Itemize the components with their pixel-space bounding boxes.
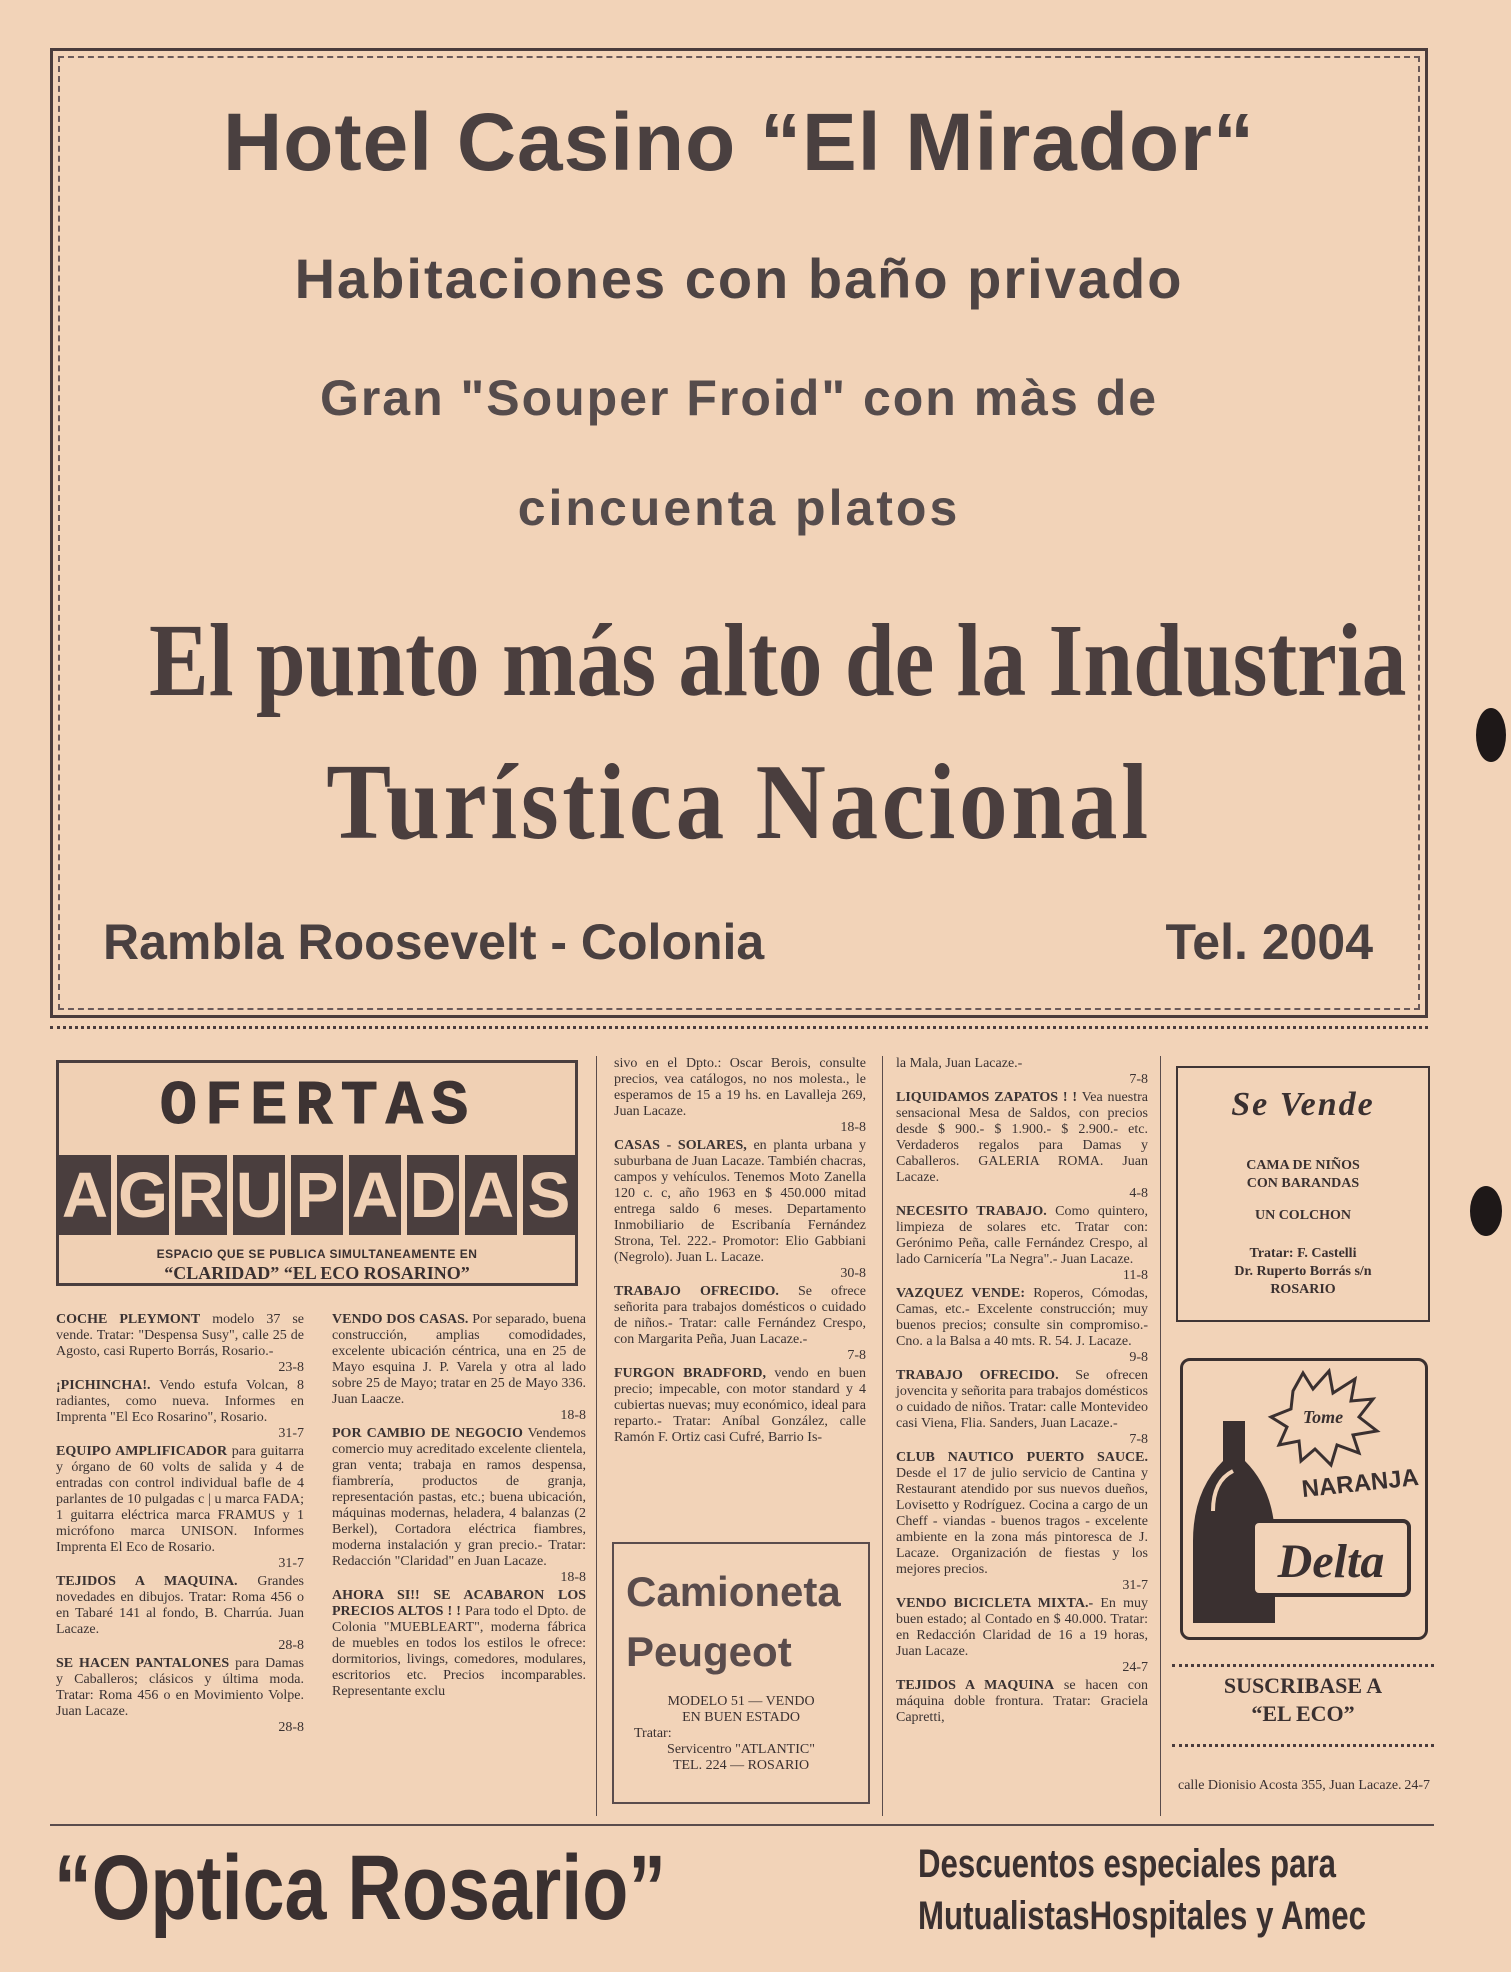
- optica-desc-line2: MutualistasHospitales y Amec: [918, 1894, 1366, 1938]
- classified-ad-ref: 18-8: [560, 1570, 586, 1585]
- classified-ad-text: en planta urbana y suburbana de Juan Lacaze. También chacras, campos y vehículos. Tenemos Moto Zanella 120 c. c, año 1963 en $ 450.000 mitad entrega saldo 6 meses. Departamento Inmobiliario de Escribanía Fernández Strona, Tel. 222.- Promotor: Elio Gabbiani (Negrolo). Juan L. Lacaze.: [614, 1138, 866, 1265]
- hotel-slogan-line1: El punto más alto de la Industria: [149, 603, 1407, 718]
- binding-hole: [1476, 708, 1506, 762]
- classified-ad-heading: VENDO DOS CASAS.: [332, 1312, 469, 1327]
- classified-ad-heading: EQUIPO AMPLIFICADOR: [56, 1444, 228, 1459]
- naranja-delta-ad: [1180, 1358, 1428, 1640]
- classified-ad-text: Vea nuestra sensacional Mesa de Saldos, con precios desde $ 900.- $ 1.900.- $ 2.900.- etc. Verdaderos regalos para Damas y Caballeros. GALERIA ROMA. Juan Lacaze.: [896, 1090, 1148, 1185]
- hotel-title: Hotel Casino “El Mirador“: [223, 97, 1255, 188]
- camioneta-peugeot-ad: [612, 1542, 870, 1804]
- classified-ad-ref: 31-7: [278, 1556, 304, 1571]
- suscribase-address-text: calle Dionisio Acosta 355, Juan Lacaze.: [1178, 1778, 1402, 1793]
- classified-ad: [332, 1426, 586, 1586]
- classified-ad: [332, 1312, 586, 1424]
- classified-ad-text: Se ofrecen jovencita y señorita para trabajos domésticos o cuidado de niños. Tratar: calle Montevideo casi Viena, Flia. Sanders, Juan Lacaze.-: [896, 1368, 1148, 1431]
- ofertas-newspapers: “CLARIDAD” “EL ECO ROSARINO”: [164, 1263, 470, 1283]
- classified-ad-heading: VENDO BICICLETA MIXTA.-: [896, 1596, 1094, 1611]
- classified-ad-text: En muy buen estado; al Contado en $ 40.000. Tratar: en Redacción Claridad de 16 a 19 horas, Juan Lacaze.: [896, 1596, 1148, 1659]
- classified-ad-text: la Mala, Juan Lacaze.-: [896, 1056, 1023, 1071]
- agrupadas-letter: P: [291, 1155, 343, 1235]
- column-rule: [1160, 1056, 1161, 1816]
- classified-ad: [896, 1596, 1148, 1676]
- classified-ad: [614, 1138, 866, 1282]
- se-vende-ad: [1176, 1066, 1430, 1322]
- se-vende-address: Dr. Ruperto Borrás s/n: [1234, 1264, 1372, 1279]
- classified-ad-heading: VAZQUEZ VENDE:: [896, 1286, 1026, 1301]
- se-vende-item1: CAMA DE NIÑOS: [1246, 1158, 1360, 1173]
- binding-hole: [1470, 1186, 1502, 1236]
- suscribase-line1: SUSCRIBASE A: [1223, 1673, 1383, 1698]
- classified-ad-text: Desde el 17 de julio servicio de Cantina y Restaurant atendido por sus nuevos dueños, Lovisetto y Rodríguez. Cocina a cargo de un Cheff - viandas - buenos tragos - excelente ambiente en la zona más pintoresca de J. Lacaze. Organización de fiestas y los mejores precios.: [896, 1466, 1148, 1577]
- classified-ad-text: Por separado, buena construcción, amplias comodidades, excelente ubicación céntrica, una en 25 de Mayo esquina J. P. Varela y otra al lado sobre 25 de Mayo; tratar en 25 de Mayo 336. Juan Laacze.: [332, 1312, 586, 1407]
- classified-ad: [896, 1678, 1148, 1726]
- se-vende-item2: CON BARANDAS: [1246, 1176, 1360, 1191]
- peugeot-title: Peugeot: [626, 1628, 792, 1675]
- classified-ad: [614, 1366, 866, 1446]
- classified-ad-text: se hacen con máquina doble frontura. Tratar: Graciela Capretti,: [896, 1678, 1148, 1725]
- classified-ad: [614, 1284, 866, 1364]
- classified-ad: [896, 1368, 1148, 1448]
- classified-ad-ref: 9-8: [1129, 1350, 1148, 1365]
- classified-ad-ref: 31-7: [278, 1426, 304, 1441]
- classified-ad-text: sivo en el Dpto.: Oscar Berois, consulte precios, vea catálogos, no nos molesta., le esperamos de 15 a 19 hs. en Lavalleja 269, Juan Lacaze.: [614, 1056, 866, 1119]
- classified-ad-heading: TRABAJO OFRECIDO.: [614, 1284, 779, 1299]
- classified-ad-text: Vendo estufa Volcan, 8 radiantes, como nueva. Informes en Imprenta "El Eco Rosarino", Rosario.: [56, 1378, 304, 1425]
- section-divider: [1172, 1744, 1434, 1747]
- suscribase-ad: [1172, 1672, 1434, 1770]
- hotel-souper-line: Gran "Souper Froid" con màs de: [319, 370, 1159, 426]
- classified-ad-ref: 7-8: [847, 1348, 866, 1363]
- column-rule: [882, 1056, 883, 1816]
- hotel-rooms-line: Habitaciones con baño privado: [294, 247, 1184, 310]
- column-rule: [596, 1056, 597, 1816]
- classified-ad-text: Como quintero, limpieza de solares etc. Tratar con: Gerónimo Peña, calle Fernández Crespo, al lado Carnicería "La Negra".- Juan Lacaze.: [896, 1204, 1148, 1267]
- camioneta-contact: Servicentro "ATLANTIC": [667, 1742, 815, 1757]
- suscribase-ref: 24-7: [1404, 1778, 1430, 1793]
- classified-ad-heading: CLUB NAUTICO PUERTO SAUCE.: [896, 1450, 1148, 1465]
- classified-ad: [332, 1588, 586, 1700]
- se-vende-contact: Tratar: F. Castelli: [1249, 1246, 1357, 1261]
- classified-ad-heading: FURGON BRADFORD,: [614, 1366, 766, 1381]
- classified-ad-heading: TEJIDOS A MAQUINA.: [56, 1574, 238, 1589]
- classified-ad: [56, 1656, 304, 1736]
- classified-column-4: [896, 1056, 1148, 1728]
- classified-ad-ref: 18-8: [840, 1120, 866, 1135]
- classified-ad-ref: 23-8: [278, 1360, 304, 1375]
- classified-ad: [56, 1378, 304, 1442]
- classified-ad-ref: 11-8: [1122, 1268, 1148, 1283]
- classified-ad-text: para Damas y Caballeros; clásicos y última moda. Tratar: Roma 456 o en Movimiento Volpe. Juan Lacaze.: [56, 1656, 304, 1719]
- classified-ad: [56, 1312, 304, 1376]
- camioneta-tratar: Tratar:: [634, 1726, 672, 1741]
- delta-flavor-text: NARANJA: [1300, 1463, 1420, 1504]
- classified-column-1: [56, 1312, 304, 1738]
- delta-brand-text: Delta: [1277, 1535, 1385, 1588]
- hotel-casino-ad: [50, 48, 1428, 1018]
- classified-ad-heading: POR CAMBIO DE NEGOCIO: [332, 1426, 523, 1441]
- classified-ad: [614, 1056, 866, 1136]
- optica-rosario-description: [918, 1838, 1366, 1942]
- classified-ad: [56, 1574, 304, 1654]
- classified-ad-text: Roperos, Cómodas, Camas, etc.- Excelente construcción; muy buenos precios; consulte sin compromiso.- Cno. a la Balsa a 40 mts. R. 54. J. Lacaze.: [896, 1286, 1148, 1349]
- camioneta-condition: EN BUEN ESTADO: [682, 1710, 800, 1725]
- hotel-phone: Tel. 2004: [1165, 914, 1373, 970]
- agrupadas-letter: G: [117, 1155, 169, 1235]
- suscribase-address: [1178, 1778, 1430, 1794]
- classified-ad-heading: CASAS - SOLARES,: [614, 1138, 747, 1153]
- classified-ad-ref: 7-8: [1129, 1072, 1148, 1087]
- classified-ad-text: modelo 37 se vende. Tratar: "Despensa Susy", calle 25 de Agosto, casi Ruperto Borrás, Rosario.-: [56, 1312, 305, 1359]
- classified-column-2: [332, 1312, 586, 1702]
- camioneta-model: MODELO 51 — VENDO: [667, 1694, 815, 1709]
- classified-ad-heading: COCHE PLEYMONT: [56, 1312, 201, 1327]
- classified-ad-heading: LIQUIDAMOS ZAPATOS ! !: [896, 1090, 1078, 1105]
- classified-ad-heading: TRABAJO OFRECIDO.: [896, 1368, 1059, 1383]
- se-vende-item3: UN COLCHON: [1254, 1208, 1352, 1223]
- optica-rosario-name: “Optica Rosario”: [54, 1837, 667, 1939]
- classified-ad-ref: 28-8: [278, 1638, 304, 1653]
- classified-ad-heading: AHORA SI!! SE ACABARON LOS PRECIOS ALTOS ! !: [332, 1588, 586, 1619]
- classified-ad-text: Se ofrece señorita para trabajos domésticos o cuidado de niños.- Tratar: calle Fernández Crespo, con Margarita Peña, Juan Lacaze.-: [614, 1284, 866, 1347]
- classified-ad-ref: 18-8: [560, 1408, 586, 1423]
- classified-ad-text: para guitarra y órgano de 60 volts de salida y 4 de entradas con control individual bafle de 4 parlantes de 10 pulgadas c | u marca FADA; 1 guitarra eléctrica marca FRAMUS y 1 micrófono marca UNISON. Informes Imprenta El Eco de Rosario.: [56, 1444, 304, 1555]
- classified-ad: [896, 1204, 1148, 1284]
- classified-ad-text: Grandes novedades en dibujos. Tratar: Roma 456 o en Tabaré 141 al fondo, B. Charrúa. Juan Lacaze.: [56, 1574, 305, 1637]
- hotel-platos-line: cincuenta platos: [517, 480, 961, 536]
- suscribase-line2: “EL ECO”: [1251, 1701, 1355, 1726]
- classified-ad: [56, 1444, 304, 1572]
- agrupadas-letter: D: [407, 1155, 459, 1235]
- classified-ad: [896, 1056, 1148, 1088]
- footer-rule: [50, 1824, 1434, 1826]
- hotel-slogan-line2: Turística Nacional: [326, 743, 1152, 862]
- classified-column-3: [614, 1056, 866, 1448]
- hotel-footer: [103, 913, 1373, 971]
- classified-ad-text: Para todo el Dpto. de Colonia "MUEBLEART", moderna fábrica de muebles en todos los estilos le ofrece: dormitorios, livings, comedores, modulares, escritorios etc. Precios incomparables. Representante exclu: [332, 1604, 586, 1699]
- optica-desc-line1: Descuentos especiales para: [918, 1842, 1336, 1886]
- classified-ad-ref: 7-8: [1129, 1432, 1148, 1447]
- section-divider: [1172, 1664, 1434, 1667]
- classified-ad: [896, 1090, 1148, 1202]
- camioneta-phone: TEL. 224 — ROSARIO: [672, 1758, 810, 1773]
- classified-ad-text: Vendemos comercio muy acreditado excelente clientela, gran venta; trabaja en ramos despensa, fiambrería, productos de granja, representación pastas, etc.; buena ubicación, máquinas modernas, heladera, 4 balanzas (2 Berkel), Cortadora eléctrica fiambres, moderna instalación y gran precio.- Tratar: Redacción "Claridad" en Juan Lacaze.: [332, 1426, 586, 1569]
- classified-ad-heading: SE HACEN PANTALONES: [56, 1656, 230, 1671]
- classified-ad-heading: ¡PICHINCHA!.: [56, 1378, 151, 1393]
- se-vende-title: Se Vende: [1231, 1086, 1375, 1123]
- agrupadas-letter: A: [59, 1155, 111, 1235]
- classified-ad: [896, 1450, 1148, 1594]
- hotel-address: Rambla Roosevelt - Colonia: [103, 914, 765, 970]
- agrupadas-letter: R: [175, 1155, 227, 1235]
- delta-burst-text: Tome: [1302, 1407, 1344, 1427]
- classified-ad: [896, 1286, 1148, 1366]
- classified-ad-ref: 31-7: [1122, 1578, 1148, 1593]
- agrupadas-word: [59, 1155, 575, 1237]
- agrupadas-letter: A: [465, 1155, 517, 1235]
- agrupadas-letter: A: [349, 1155, 401, 1235]
- classified-ad-text: vendo en buen precio; impecable, con motor standard y 4 cubiertas nuevas; muy económico, ideal para reparto.- Tratar: Aníbal González, calle Ramón F. Ortiz casi Cufré, Barrio Is-: [614, 1366, 866, 1445]
- classified-ad-heading: NECESITO TRABAJO.: [896, 1204, 1047, 1219]
- delta-bottle-illustration: [1183, 1361, 1425, 1637]
- agrupadas-letter: U: [233, 1155, 285, 1235]
- ofertas-subtitle: ESPACIO QUE SE PUBLICA SIMULTANEAMENTE EN: [156, 1247, 478, 1261]
- ofertas-word: OFERTAS: [159, 1071, 477, 1142]
- section-divider: [50, 1026, 1428, 1029]
- classified-ad-ref: 4-8: [1129, 1186, 1148, 1201]
- camioneta-title: Camioneta: [626, 1568, 841, 1615]
- classified-ad-heading: TEJIDOS A MAQUINA: [896, 1678, 1055, 1693]
- classified-ad-ref: 28-8: [278, 1720, 304, 1735]
- ofertas-agrupadas-header: [56, 1060, 578, 1286]
- classified-ad-ref: 30-8: [840, 1266, 866, 1281]
- classified-ad-ref: 24-7: [1122, 1660, 1148, 1675]
- se-vende-city: ROSARIO: [1270, 1282, 1336, 1297]
- agrupadas-letter: S: [523, 1155, 575, 1235]
